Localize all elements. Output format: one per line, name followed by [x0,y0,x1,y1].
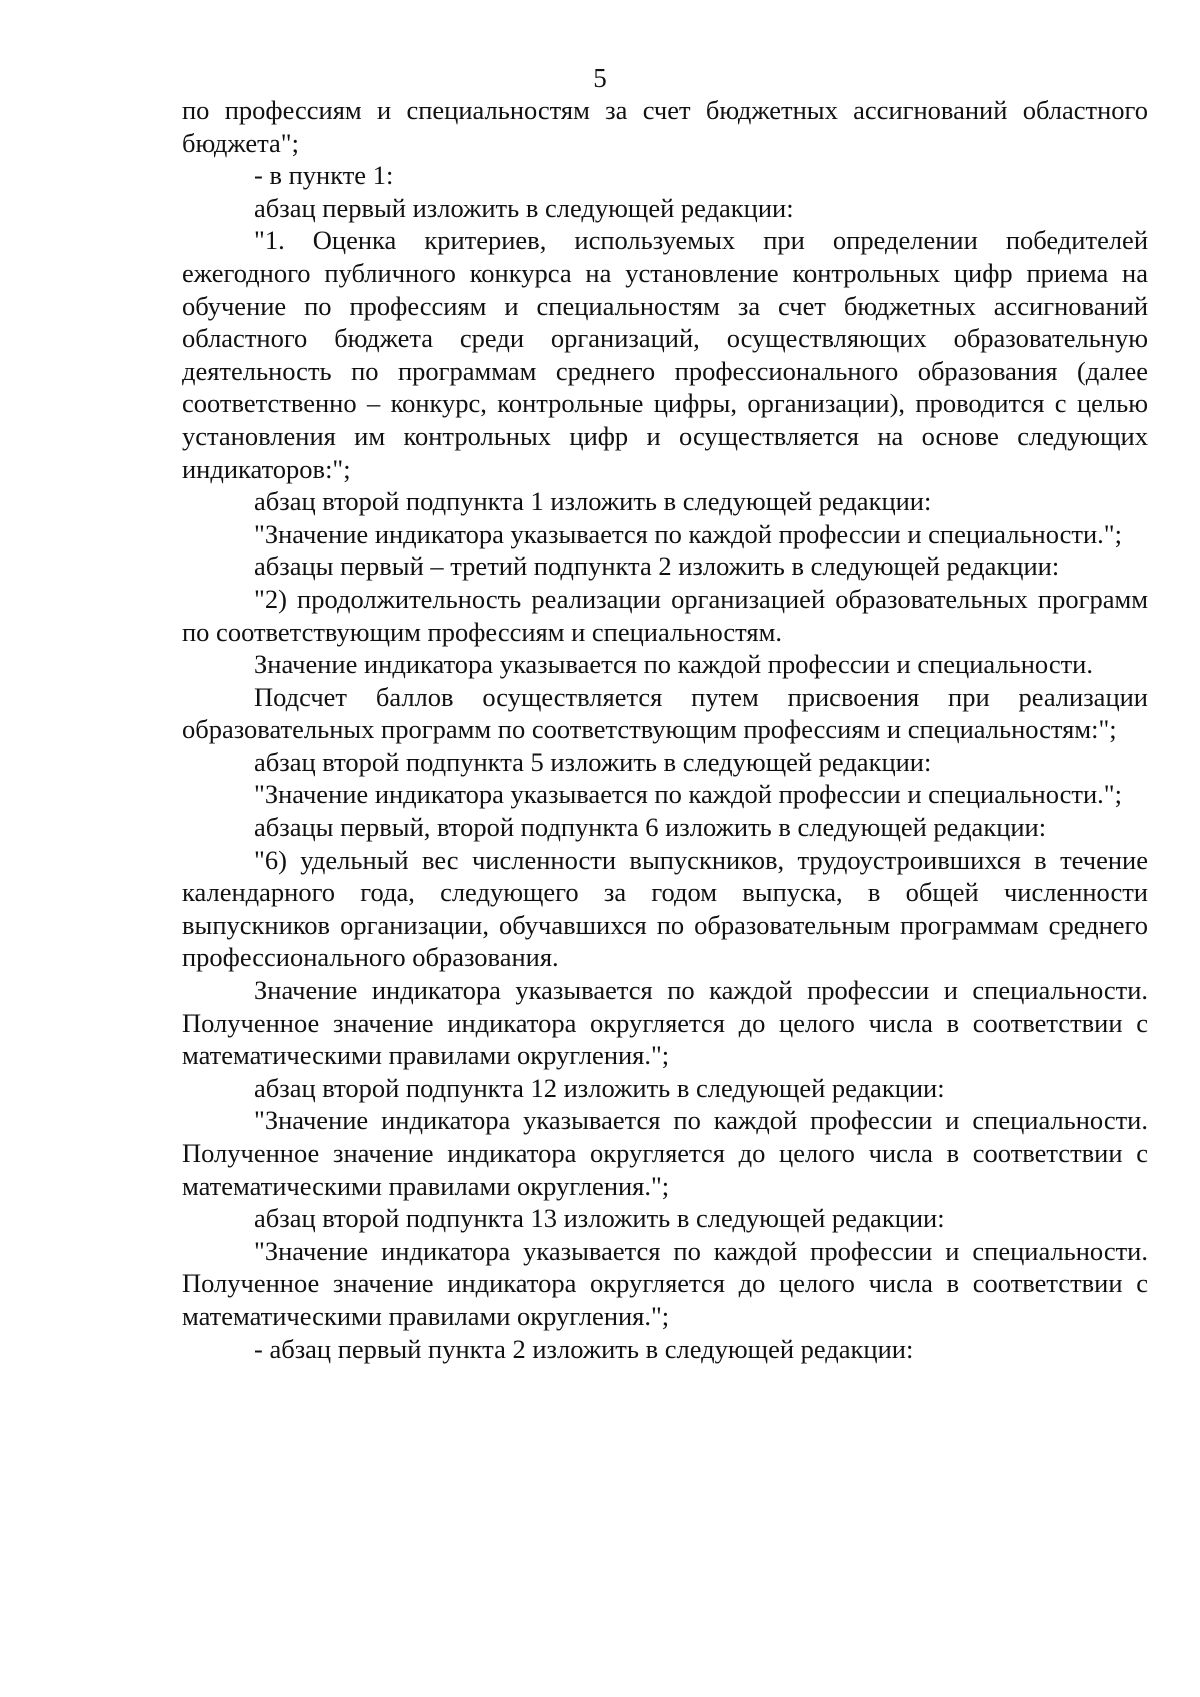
paragraph: "Значение индикатора указывается по каждой профессии и специальности. Полученное значение индикатора округляется до целого числа в соответствии с математическими правилами округления."; [182,1235,1148,1331]
paragraph: по профессиям и специальностям за счет бюджетных ассигнований областного бюджета"; [182,95,1148,158]
paragraph: абзацы первый – третий подпункта 2 изложить в следующей редакции: [254,551,1060,582]
paragraph: "2) продолжительность реализации организацией образовательных программ по соответствующим профессиям и специальностям. [182,583,1148,647]
paragraph: Подсчет баллов осуществляется путем присвоения при реализации образовательных программ по соответствующим профессиям и специальностям:"; [182,681,1148,745]
paragraph: абзац второй подпункта 12 изложить в следующей редакции: [254,1072,945,1103]
paragraph: - в пункте 1: [254,160,394,191]
paragraph: абзац второй подпункта 13 изложить в следующей редакции: [254,1203,945,1234]
paragraph: "Значение индикатора указывается по каждой профессии и специальности."; [254,518,1122,549]
paragraph: абзац второй подпункта 1 изложить в следующей редакции: [254,486,932,517]
paragraph: Значение индикатора указывается по каждой профессии и специальности. [254,649,1093,680]
paragraph: абзац второй подпункта 5 изложить в следующей редакции: [254,746,932,777]
paragraph: "6) удельный вес численности выпускников, трудоустроившихся в течение календарного года, следующего за годом выпуска, в общей численности выпускников организации, обучавшихся по образовательным программам среднего профессионального образования. [182,844,1148,973]
paragraph: "Значение индикатора указывается по каждой профессии и специальности. Полученное значение индикатора округляется до целого числа в соответствии с математическими правилами округления."; [182,1105,1148,1201]
paragraph: Значение индикатора указывается по каждой профессии и специальности. Полученное значение индикатора округляется до целого числа в соответствии с математическими правилами округления."; [182,975,1148,1071]
paragraph: "Значение индикатора указывается по каждой профессии и специальности."; [254,779,1122,810]
document-body [182,94,1148,1365]
paragraph: абзац первый изложить в следующей редакции: [254,192,794,223]
paragraph: - абзац первый пункта 2 изложить в следующей редакции: [254,1333,914,1364]
paragraph: "1. Оценка критериев, используемых при определении победителей ежегодного публичного конкурса на установление контрольных цифр приема на обучение по профессиям и специальностям за счет бюджетных ассигнований областного бюджета среди организаций, осуществляющих образовательную деятельность по программам среднего профессионального образования (далее соответственно – конкурс, контрольные цифры, организации), проводится с целью установления им контрольных цифр и осуществляется на основе следующих индикаторов:"; [182,225,1148,484]
paragraph: абзацы первый, второй подпункта 6 изложить в следующей редакции: [254,812,1047,843]
page-number: 5 [593,63,607,93]
